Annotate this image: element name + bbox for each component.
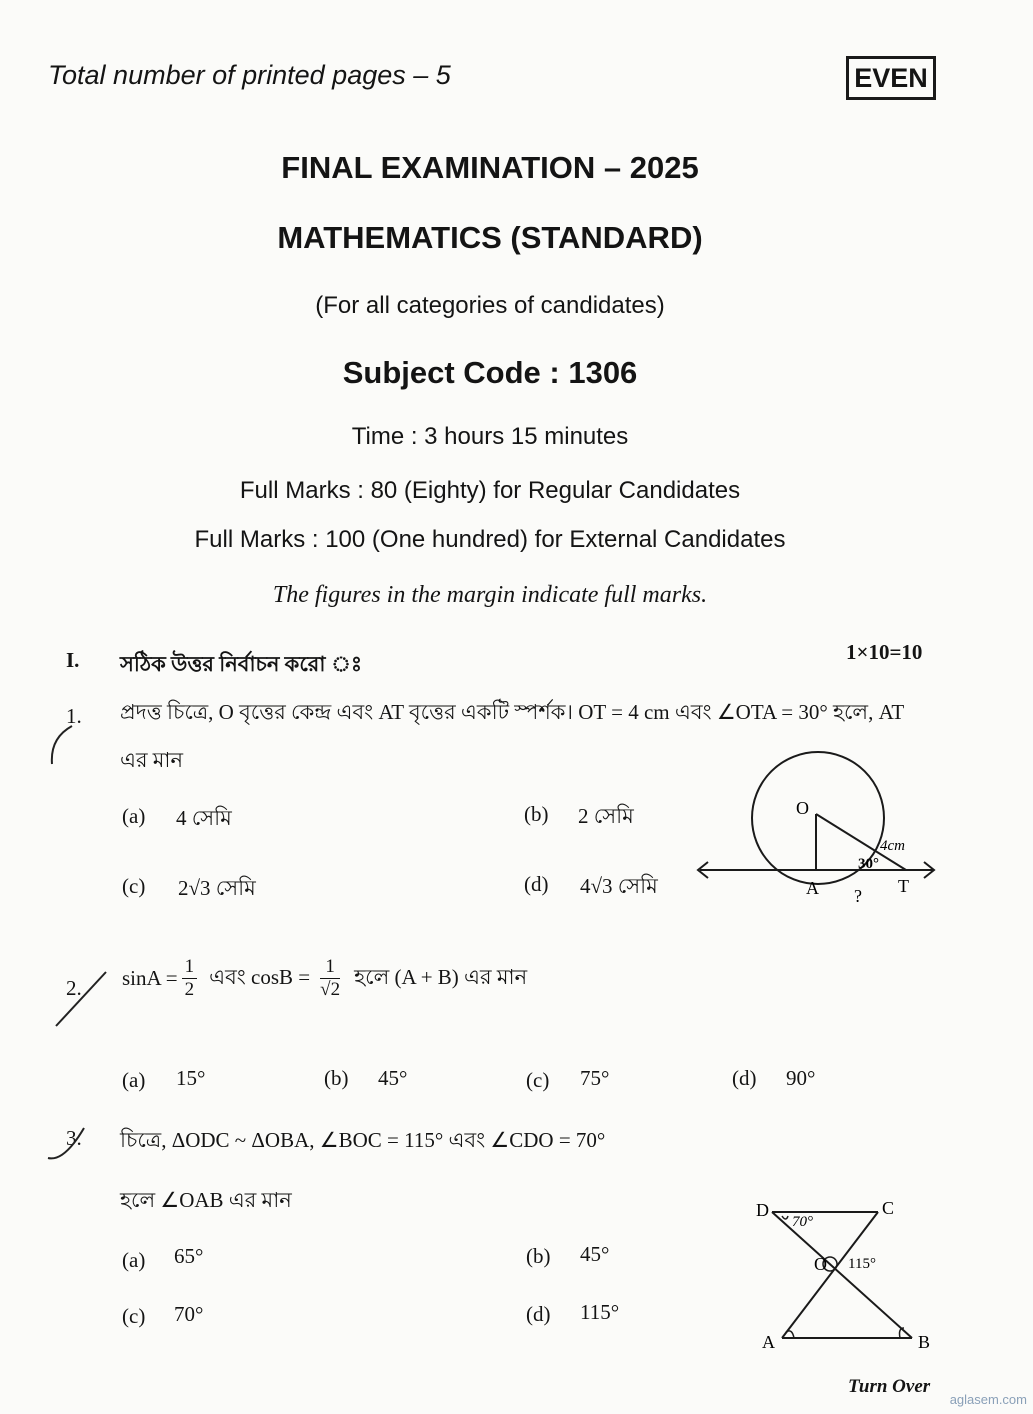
q2-number: 2. (66, 976, 82, 1000)
q1-option-c-value: 2√3 সেমি (178, 876, 256, 900)
q1-hand-question: ? (854, 886, 862, 906)
q3-label-A: A (762, 1332, 775, 1352)
q3-option-a-label: (a) (122, 1248, 146, 1272)
q3-label-D: D (756, 1200, 769, 1220)
candidate-categories: (For all categories of candidates) (315, 292, 665, 319)
q2-prefix: sinA = (122, 966, 178, 990)
q1-option-b-label: (b) (524, 802, 549, 826)
q3-label-B: B (918, 1332, 931, 1352)
turn-over-note: Turn Over (848, 1376, 931, 1397)
q1-pen-tick (44, 722, 80, 768)
q2-frac1-den: 2 (184, 979, 195, 1000)
q3-figure-similar-triangles (748, 1192, 948, 1356)
q1-text-line1: প্রদত্ত চিত্রে, O বৃত্তের কেন্দ্র এবং AT বৃত্তের একটি স্পর্শক। OT = 4 cm এবং ∠OTA = 30° হলে, AT (120, 700, 905, 724)
time-allowed: Time : 3 hours 15 minutes (351, 423, 629, 450)
q1-label-A: A (806, 878, 819, 898)
q3-angle-D-arc (782, 1216, 788, 1219)
q2-option-d-label: (d) (732, 1066, 757, 1090)
q2-middle: এবং cosB = (209, 965, 311, 989)
q3-number: 3. (66, 1126, 82, 1150)
q1-figure-circle-tangent (690, 748, 950, 918)
subject-title: MATHEMATICS (STANDARD) (277, 220, 703, 255)
q3-option-b-value: 45° (580, 1242, 610, 1266)
exam-title: FINAL EXAMINATION – 2025 (281, 150, 699, 185)
full-marks-regular: Full Marks : 80 (Eighty) for Regular Candidates (239, 477, 741, 504)
q3-pen-tick (44, 1122, 88, 1166)
q1-text-line2: এর মান (120, 748, 184, 772)
q1-label-T: T (898, 876, 909, 896)
section-instruction: সঠিক উত্তর নির্বাচন করো ঃ (120, 652, 363, 676)
q2-text (122, 956, 527, 1001)
q2-option-a-value: 15° (176, 1066, 206, 1090)
q2-option-b-label: (b) (324, 1066, 349, 1090)
q3-label-O: O (814, 1254, 827, 1274)
q1-hand-mark: 4cm (880, 838, 905, 854)
q2-option-c-label: (c) (526, 1068, 550, 1092)
watermark-url: aglasem.com (949, 1392, 1027, 1407)
q2-frac2-num: 1 (320, 956, 340, 979)
q2-suffix: হলে (A + B) এর মান (354, 965, 528, 989)
q1-option-a-label: (a) (122, 804, 146, 828)
q3-option-a-value: 65° (174, 1244, 204, 1268)
section-number: I. (66, 648, 80, 672)
q1-label-angle: 30° (858, 856, 879, 872)
q2-option-d-value: 90° (786, 1066, 816, 1090)
q3-label-C: C (882, 1198, 895, 1218)
q1-option-b-value: 2 সেমি (578, 804, 634, 828)
q3-angle-A-arc (786, 1331, 794, 1338)
q2-frac1-num: 1 (182, 956, 198, 979)
q3-option-c-value: 70° (174, 1302, 204, 1326)
q2-option-a-label: (a) (122, 1068, 146, 1092)
q1-option-c-label: (c) (122, 874, 146, 898)
margin-marks-note: The figures in the margin indicate full marks. (272, 582, 708, 608)
full-marks-external: Full Marks : 100 (One hundred) for External Candidates (194, 526, 786, 553)
q3-text-line1: চিত্রে, ΔODC ~ ΔOBA, ∠BOC = 115° এবং ∠CDO = 70° (120, 1128, 606, 1152)
q2-frac2-den: √2 (320, 979, 341, 1000)
q3-option-b-label: (b) (526, 1244, 551, 1268)
q2-pen-tick (48, 968, 108, 1030)
set-tag-even: EVEN (846, 56, 936, 100)
q3-segment-CA (782, 1212, 878, 1338)
q3-text-line2: হলে ∠OAB এর মান (120, 1188, 292, 1212)
q3-option-c-label: (c) (122, 1304, 146, 1328)
q2-fraction-2 (320, 956, 340, 1001)
q2-option-c-value: 75° (580, 1066, 610, 1090)
q1-option-d-label: (d) (524, 872, 549, 896)
q1-option-a-value: 4 সেমি (176, 806, 232, 830)
q1-number: 1. (66, 704, 82, 728)
q1-option-d-value: 4√3 সেমি (580, 874, 658, 898)
q3-label-angle-D: 70° (792, 1214, 813, 1230)
q3-segment-DB (772, 1212, 912, 1338)
q2-fraction-1 (182, 956, 198, 1001)
q1-label-O: O (796, 798, 809, 818)
q3-label-angle-O: 115° (848, 1256, 876, 1272)
section-marks: 1×10=10 (846, 640, 923, 664)
q3-option-d-label: (d) (526, 1302, 551, 1326)
printed-pages-note: Total number of printed pages – 5 (48, 60, 451, 90)
q3-option-d-value: 115° (580, 1300, 620, 1324)
subject-code: Subject Code : 1306 (342, 355, 638, 390)
q2-option-b-value: 45° (378, 1066, 408, 1090)
